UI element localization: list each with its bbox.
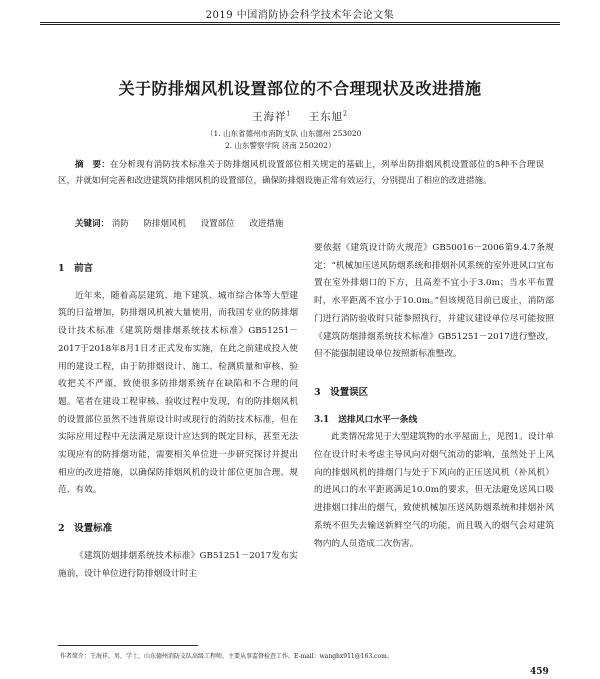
keyword: 改进措施 (249, 219, 284, 229)
subsection-heading: 3.1 送排风口水平一条线 (314, 414, 418, 425)
keyword: 防排烟风机 (143, 219, 186, 229)
keywords-label: 关键词： (75, 219, 110, 229)
header-rule (40, 22, 560, 25)
affiliation-line: 2. 山东警察学院 济南 250202） (225, 141, 336, 150)
abstract-text: 在分析现有消防技术标准关于防排烟风机设置部位相关规定的基础上，列举出防排烟风机设置部位的5种不合理误区，并就如何完善和改进建筑防排烟风机的设置部位，确保防排烟设施正常有效运行，分别提出了相应的改进措施。 (58, 160, 544, 186)
right-column (314, 240, 554, 553)
author-name: 王东旭 (308, 111, 344, 123)
section-heading-misconceptions: 3 设置误区 (314, 386, 369, 398)
body-paragraph: 近年来，随着高层建筑、地下建筑、城市综合体等大型建筑的日益增加，防排烟风机被大量使用，而我国专业的防排烟设计技术标准《建筑防烟排烟系统技术标准》GB51251－2017于2018年8月1日才正式发布实施，在此之前建成投入使用的建设工程，由于防排烟设计、施工、检测质量和审核、验收把关不严谨，致使很多防排烟系统存在缺陷和不合理的问题。笔者在建设工程审核、验收过程中发现，有的防排烟风机的设置部位虽然不违背原设计时或现行的消防技术标准，但在实际应用过程中无法满足原设计应达到的既定目标，甚至无法实现应有的防排烟功能，需要相关单位进一步研究探讨并提出相应的改进措施，以确保防排烟风机的设计部位更加合理、规范、有效。 (58, 290, 298, 496)
page-number: 459 (530, 667, 549, 677)
abstract-label: 摘 要： (75, 160, 110, 170)
author-name: 王海祥 (251, 111, 287, 123)
body-paragraph: 此类情况常见于大型建筑物的水平屋面上，见图1。设计单位在设计时未考虑主导风向对烟气流动的影响，虽然处于上风向的排烟风机的排烟门与处于下风向的正压送风机（补风机）的进风口的水平距离满足10.0m的要求，但无法避免送风口吸进排烟口排出的烟气，致使机械加压送风防烟系统和排烟补风系统不但失去输送新鲜空气的功能，而且吸入的烟气会对建筑物内的人员造成二次伤害。 (314, 432, 554, 549)
footnote-rule (58, 645, 198, 646)
author-footnote: 作者简介：王海祥，男，学士，山东德州消防支队高级工程师，主要从事监督检查工作。E-mail：wanghx911@163.com。 (60, 653, 393, 660)
body-paragraph-continued: 要依据《建筑设计防火规范》GB50016－2006第9.4.7条规定：“机械加压送风防烟系统和排烟补风系统的室外进风口宜布置在室外排烟口的下方，且高差不宜小于3.0m；当水平布置时，水平距离不宜小于10.0m。”但该规范目前已废止，消防部门进行消防验收时只能参照执行，并建议建设单位尽可能按照《建筑防烟排烟系统技术标准》GB51251－2017进行整改，但不能强制建设单位按照新标准整改。 (314, 243, 554, 360)
section-heading-standards: 2 设置标准 (58, 523, 113, 535)
left-column (58, 240, 298, 583)
section-heading-introduction: 1 前言 (58, 263, 94, 274)
affiliations (0, 128, 600, 152)
paper-title: 关于防排烟风机设置部位的不合理现状及改进措施 (118, 79, 482, 98)
keyword: 消防 (111, 219, 129, 229)
author-affil-mark: 1 (286, 110, 292, 118)
body-paragraph: 《建筑防烟排烟系统技术标准》GB51251－2017发布实施前，设计单位进行防排烟设计时主 (58, 550, 298, 579)
author-affil-mark: 2 (343, 110, 348, 118)
author-list (0, 109, 600, 124)
keywords (75, 216, 545, 232)
keyword: 设置部位 (200, 219, 235, 229)
running-head: 2019 中国消防协会科学技术年会论文集 (205, 10, 395, 21)
abstract (58, 157, 544, 189)
affiliation-line: （1. 山东省德州市消防支队 山东德州 253020 (206, 129, 362, 138)
